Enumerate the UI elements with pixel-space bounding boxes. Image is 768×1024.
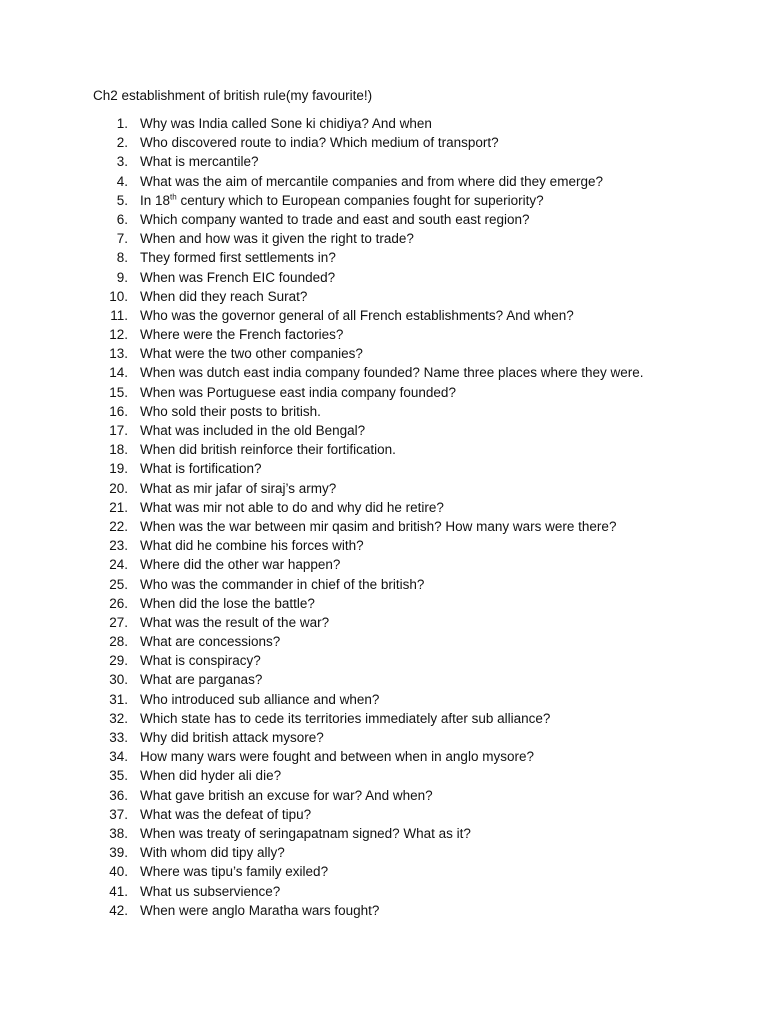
question-text: Why was India called Sone ki chidiya? And when (140, 116, 432, 131)
question-number: 2. (116, 135, 128, 151)
question-text: When did hyder ali die? (140, 768, 282, 784)
question-number: 42. (109, 902, 128, 918)
ordinal-superscript: th (170, 192, 177, 202)
question-number: 24. (109, 557, 128, 573)
question-text: Which company wanted to trade and east and south east region? (140, 211, 530, 227)
question-number: 31. (109, 691, 128, 707)
question-number: 15. (109, 384, 128, 400)
question-text: What are parganas? (140, 672, 263, 688)
question-text: When was French EIC founded? (140, 269, 336, 285)
question-number: 5. (116, 192, 128, 208)
question-number: 9. (116, 269, 128, 285)
question-number: 20. (109, 480, 128, 496)
question-number: 40. (109, 864, 128, 880)
question-number: 23. (109, 538, 128, 554)
question-text: Where did the other war happen? (140, 557, 341, 573)
question-text: What is conspiracy? (140, 653, 261, 669)
question-number: 35. (109, 768, 128, 784)
question-text: When and how was it given the right to trade? (140, 231, 414, 247)
question-number: 16. (109, 403, 128, 419)
question-text: Who discovered route to india? Which medium of transport? (140, 135, 499, 151)
question-number: 36. (109, 787, 128, 803)
question-text (140, 191, 544, 210)
question-number: 7. (116, 231, 128, 247)
question-number: 21. (109, 499, 128, 515)
question-number: 37. (109, 806, 128, 822)
question-text: What gave british an excuse for war? And when? (140, 787, 433, 803)
question-number: 11. (110, 307, 128, 323)
question-text: What is fortification? (140, 461, 262, 477)
question-text: Who was the governor general of all French establishments? And when? (140, 307, 574, 323)
question-number: 1. (116, 116, 128, 131)
question-number: 39. (109, 845, 128, 861)
question-number: 38. (109, 825, 128, 841)
question-number: 30. (109, 672, 128, 688)
question-text: What are concessions? (140, 634, 281, 650)
question-text-end: century which to European companies fought for superiority? (176, 192, 544, 208)
question-number: 32. (109, 710, 128, 726)
question-text: What us subservience? (140, 883, 281, 899)
question-number: 18. (109, 442, 128, 458)
question-text: Where was tipu’s family exiled? (140, 864, 329, 880)
question-number: 19. (109, 461, 128, 477)
question-text: When was Portuguese east india company founded? (140, 384, 456, 400)
question-number: 10. (109, 288, 128, 304)
question-text: When were anglo Maratha wars fought? (140, 902, 380, 918)
question-text-start: In 18 (140, 192, 171, 208)
question-number: 6. (116, 211, 128, 227)
question-text: What is mercantile? (140, 154, 259, 170)
question-text: When was the war between mir qasim and british? How many wars were there? (140, 518, 617, 534)
question-number: 33. (109, 730, 128, 745)
document-title: Ch2 establishment of british rule(my favourite!) (93, 88, 373, 103)
question-text: What was the defeat of tipu? (140, 806, 312, 822)
question-text: What was mir not able to do and why did he retire? (140, 499, 444, 515)
question-text: Why did british attack mysore? (140, 730, 324, 745)
question-number: 29. (109, 653, 128, 669)
question-text: What were the two other companies? (140, 346, 363, 362)
question-text: When did they reach Surat? (140, 288, 308, 304)
question-number: 25. (109, 576, 128, 592)
question-number: 13. (109, 346, 128, 362)
question-number: 4. (116, 173, 128, 189)
question-number: 28. (109, 634, 128, 650)
question-text: What was the aim of mercantile companies and from where did they emerge? (140, 173, 603, 189)
question-number: 22. (109, 518, 128, 534)
question-number: 12. (109, 327, 128, 343)
question-text: When was dutch east india company founded? Name three places where they were. (140, 365, 644, 381)
question-text: What was included in the old Bengal? (140, 423, 366, 438)
question-text: Who was the commander in chief of the british? (140, 576, 425, 592)
question-text: Where were the French factories? (140, 327, 344, 343)
question-number: 27. (109, 614, 128, 630)
question-text: When did british reinforce their fortification. (140, 442, 396, 458)
question-text: Who introduced sub alliance and when? (140, 691, 380, 707)
question-number: 26. (109, 595, 128, 611)
question-number: 41. (109, 883, 128, 899)
question-text: What did he combine his forces with? (140, 538, 364, 554)
question-text: What as mir jafar of siraj’s army? (140, 480, 337, 496)
question-number: 14. (109, 365, 128, 381)
question-text: When did the lose the battle? (140, 595, 315, 611)
question-text: They formed first settlements in? (140, 250, 336, 266)
question-text: Who sold their posts to british. (140, 403, 321, 419)
question-text: How many wars were fought and between when in anglo mysore? (140, 749, 534, 765)
question-text: Which state has to cede its territories immediately after sub alliance? (140, 710, 551, 726)
question-number: 8. (116, 250, 128, 266)
question-number: 17. (109, 423, 128, 438)
question-number: 3. (116, 154, 128, 170)
question-text: What was the result of the war? (140, 614, 330, 630)
question-number: 34. (109, 749, 128, 765)
question-text: When was treaty of seringapatnam signed? What as it? (140, 825, 471, 841)
question-text: With whom did tipy ally? (140, 845, 285, 861)
